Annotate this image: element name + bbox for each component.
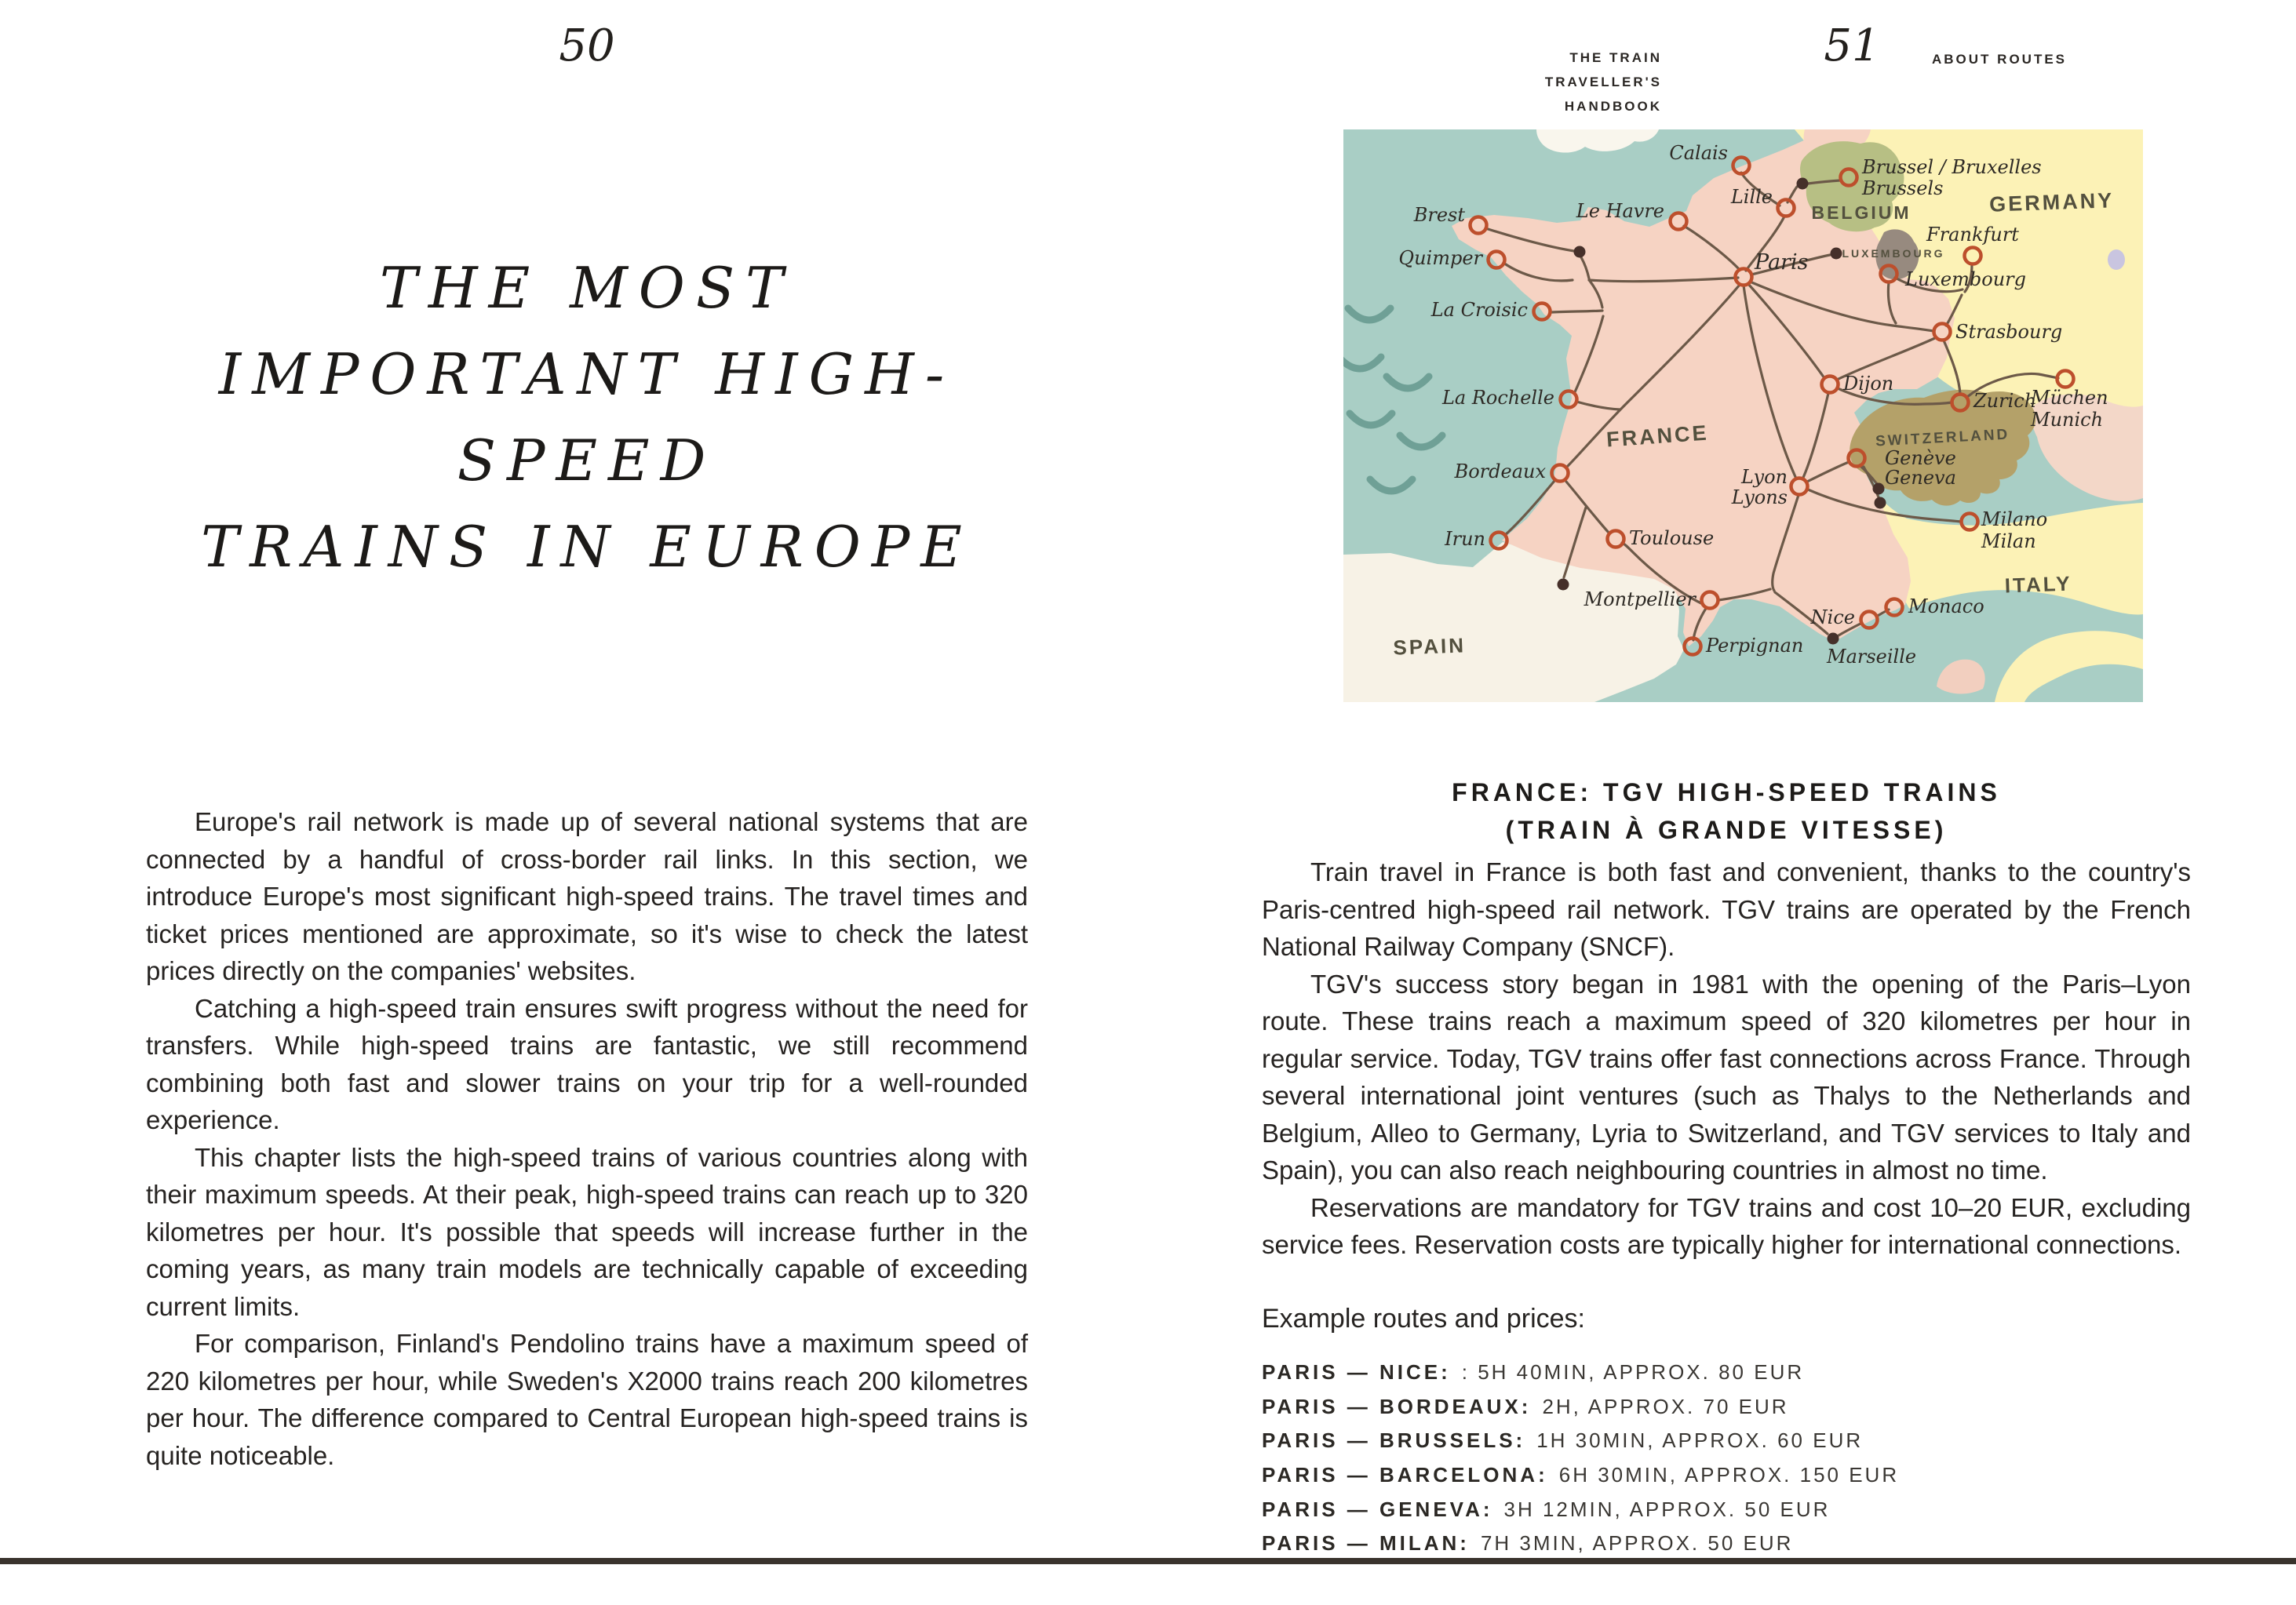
city-label-geneva: Geneva bbox=[1885, 467, 1956, 489]
paragraph: Europe's rail network is made up of several national systems that are connected by a handful of cross-border rail links. In this section, we introduce Europe's most significant high-speed trains. The travel times and ticket prices mentioned are approximate, so it's wise to check the latest prices directly on the companies' websites. bbox=[146, 807, 1028, 985]
city-label-brussels: Brussel / Bruxelles bbox=[1862, 156, 2042, 178]
city-label-dijon: Dijon bbox=[1843, 373, 1894, 395]
route-label: PARIS — BARCELONA: bbox=[1262, 1463, 1548, 1487]
city-label-geneva: Genève bbox=[1885, 447, 1956, 469]
route-value: 6H 30MIN, APPROX. 150 EUR bbox=[1558, 1463, 1900, 1487]
city-label-lyon: Lyon bbox=[1741, 466, 1788, 488]
chapter-title-line: THE MOST bbox=[379, 255, 795, 321]
city-label-monaco: Monaco bbox=[1908, 595, 1984, 617]
running-header-section: ABOUT ROUTES bbox=[1932, 52, 2067, 67]
city-label-zurich: Zurich bbox=[1973, 390, 2037, 412]
city-label-marseille: Marseille bbox=[1827, 646, 1917, 668]
junction-dot-dot-annecy bbox=[1873, 483, 1885, 495]
city-label-brest: Brest bbox=[1413, 204, 1465, 226]
route-value: 3H 12MIN, APPROX. 50 EUR bbox=[1503, 1497, 1831, 1521]
city-label-quimper: Quimper bbox=[1398, 247, 1482, 269]
running-header-line: THE TRAIN TRAVELLER'S bbox=[1544, 50, 1662, 89]
city-label-paris: Paris bbox=[1755, 250, 1809, 275]
paragraph: Catching a high-speed train ensures swift progress without the need for transfers. While high-speed trains are fantastic, we still recommend combining both fast and slower trains on your trip for a well-rounded experience. bbox=[146, 993, 1028, 1134]
paragraph: This chapter lists the high-speed trains of various countries along with their maximum speeds. At their peak, high-speed trains can reach up to 320 kilometres per hour. It's possible that speeds will increase further in the coming years, as many train models are technically capable of exceeding current limits. bbox=[146, 1142, 1028, 1321]
city-label-lille: Lille bbox=[1730, 186, 1773, 208]
france-rail-map bbox=[1343, 129, 2143, 702]
route-label: PARIS — BORDEAUX: bbox=[1262, 1394, 1532, 1418]
route-label: PARIS — NICE: bbox=[1262, 1360, 1451, 1385]
junction-dot-junction-metz bbox=[1831, 248, 1842, 260]
junction-dot-dot-chambery bbox=[1875, 497, 1886, 509]
france-rail-map-svg bbox=[1343, 129, 2143, 702]
city-label-la-rochelle: La Rochelle bbox=[1441, 387, 1554, 409]
route-row bbox=[1262, 1527, 2243, 1561]
city-label-strasbourg: Strasbourg bbox=[1955, 321, 2063, 343]
paragraph: Train travel in France is both fast and convenient, thanks to the country's Paris-centred high-speed rail network. TGV trains are operated by the French National Railway Company (SNCF). bbox=[1262, 857, 2191, 961]
junction-dot-junction-belgium bbox=[1797, 178, 1809, 190]
city-label-toulouse: Toulouse bbox=[1629, 527, 1715, 549]
city-label-le-havre: Le Havre bbox=[1576, 200, 1664, 222]
junction-dot-marseille bbox=[1828, 633, 1839, 645]
city-label-nice: Nice bbox=[1810, 606, 1855, 628]
city-label-bordeaux: Bordeaux bbox=[1454, 460, 1546, 482]
chapter-title-line: IMPORTANT HIGH-SPEED bbox=[218, 341, 956, 493]
routes-list bbox=[1262, 1356, 2243, 1561]
route-value: 7H 3MIN, APPROX. 50 EUR bbox=[1480, 1531, 1794, 1556]
route-value: : 5H 40MIN, APPROX. 80 EUR bbox=[1461, 1360, 1805, 1385]
left-body-text bbox=[146, 803, 1028, 1474]
paragraph: TGV's success story began in 1981 with the opening of the Paris–Lyon route. These trains reach a maximum speed of 320 kilometres per hour in regular service. Today, TGV trains offer fast connections across France. Through several international joint ventures (such as Thalys to the Netherlands and Belgium, Alleo to Germany, Lyria to Switzerland, and TGV services to Italy and Spain), you can also reach neighbouring countries in almost no time. bbox=[1262, 969, 2191, 1185]
route-row bbox=[1262, 1424, 2243, 1458]
country-label-belgium: BELGIUM bbox=[1811, 202, 1912, 223]
running-header-line: HANDBOOK bbox=[1564, 99, 1662, 114]
section-heading-line: FRANCE: TGV HIGH-SPEED TRAINS bbox=[1452, 778, 2001, 806]
country-label-luxembourg: LUXEMBOURG bbox=[1842, 247, 1945, 260]
chapter-title bbox=[146, 245, 1028, 590]
chapter-title-line: TRAINS IN EUROPE bbox=[201, 514, 973, 580]
right-body-text bbox=[1262, 853, 2191, 1264]
junction-dot-junction-lourdes bbox=[1558, 579, 1569, 591]
country-label-spain: SPAIN bbox=[1392, 633, 1467, 660]
junction-dot-junction-rennes bbox=[1574, 246, 1586, 258]
running-header-handbook bbox=[1452, 45, 1662, 118]
city-label-calais: Calais bbox=[1669, 142, 1728, 164]
paragraph: Reservations are mandatory for TGV trains and cost 10–20 EUR, excluding service fees. Reservation costs are typically higher for international connections. bbox=[1262, 1192, 2191, 1259]
city-label-perpignan: Perpignan bbox=[1706, 635, 1804, 657]
city-label-la-croisic: La Croisic bbox=[1430, 299, 1528, 321]
city-label-munich: Munich bbox=[2031, 409, 2104, 431]
section-heading-line: (TRAIN À GRANDE VITESSE) bbox=[1505, 816, 1948, 844]
city-label-milan: Milan bbox=[1981, 530, 2036, 552]
left-page-number: 50 bbox=[559, 20, 615, 71]
route-label: PARIS — MILAN: bbox=[1262, 1531, 1470, 1556]
country-label-germany: GERMANY bbox=[1988, 188, 2115, 217]
country-label-italy: ITALY bbox=[2004, 571, 2073, 598]
route-value: 1H 30MIN, APPROX. 60 EUR bbox=[1536, 1428, 1864, 1453]
city-label-brussels: Brussels bbox=[1862, 177, 1944, 199]
city-label-milan: Milano bbox=[1981, 508, 2048, 530]
route-row bbox=[1262, 1356, 2243, 1390]
route-label: PARIS — GENEVA: bbox=[1262, 1497, 1493, 1521]
city-label-frankfurt: Frankfurt bbox=[1926, 224, 2019, 246]
city-label-montpellier: Montpellier bbox=[1584, 588, 1696, 610]
country-label-switzerland: SWITZERLAND bbox=[1875, 426, 2010, 450]
country-label-france: FRANCE bbox=[1605, 420, 1710, 452]
city-label-irun: Irun bbox=[1445, 528, 1485, 550]
paragraph: For comparison, Finland's Pendolino trains have a maximum speed of 220 kilometres per hour, while Sweden's X2000 trains reach 200 kilometres per hour. The difference compared to Central European high-speed trains is quite noticeable. bbox=[146, 1329, 1028, 1470]
city-label-lyon: Lyons bbox=[1731, 486, 1788, 508]
city-label-luxembourg-city: Luxembourg bbox=[1905, 268, 2026, 290]
routes-intro: Example routes and prices: bbox=[1262, 1304, 1585, 1334]
page-bottom-rule bbox=[0, 1558, 2296, 1564]
route-value: 2H, APPROX. 70 EUR bbox=[1542, 1394, 1789, 1418]
section-heading bbox=[1262, 773, 2191, 849]
route-row bbox=[1262, 1390, 2243, 1425]
city-label-munich: Müchen bbox=[2031, 387, 2108, 409]
route-row bbox=[1262, 1458, 2243, 1493]
lake-region bbox=[2108, 249, 2125, 270]
route-row bbox=[1262, 1492, 2243, 1527]
right-page-number: 51 bbox=[1824, 20, 1880, 71]
route-label: PARIS — BRUSSELS: bbox=[1262, 1428, 1526, 1453]
